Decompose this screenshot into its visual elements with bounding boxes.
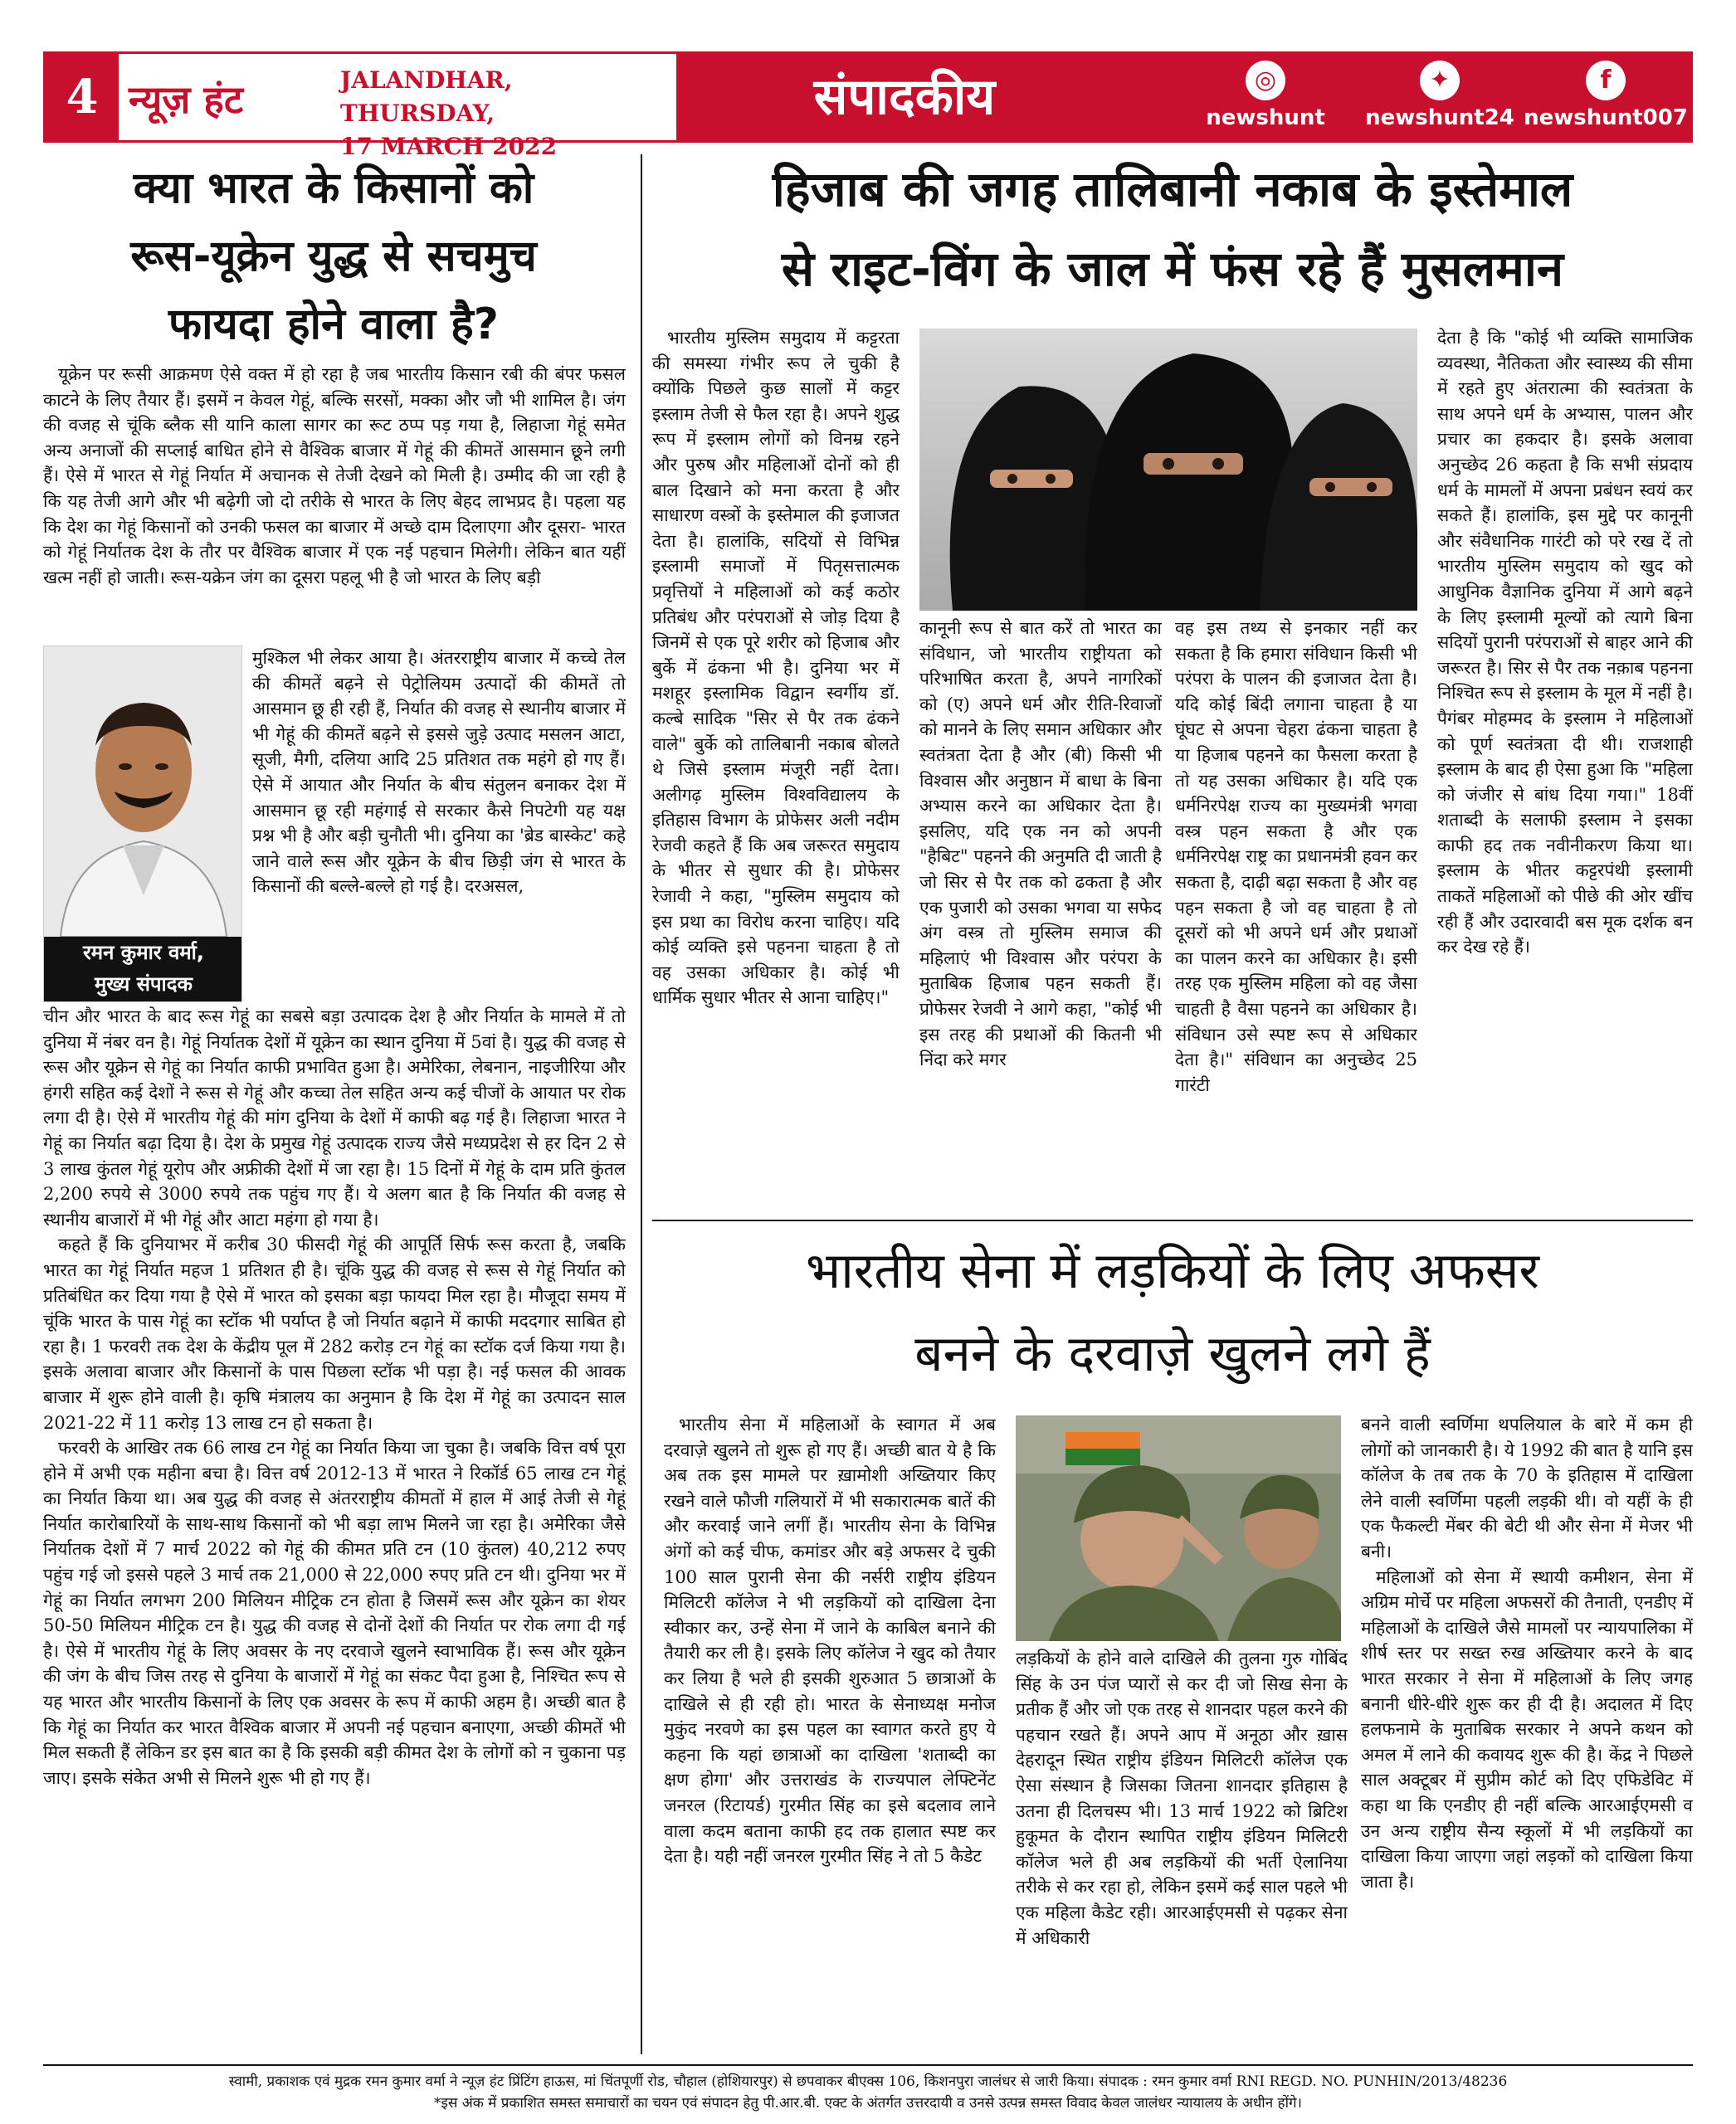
article2-column-2 [919,616,1162,1213]
author-name: रमन कुमार वर्मा, [82,941,205,964]
article2-col3-text: वह इस तथ्य से इनकार नहीं कर सकता है कि हमारा संविधान किसी भी परंपरा के पालन की इजाजत देता है। यदि कोई बिंदी लगाना चाहता है या घूंघट से अपना चेहरा ढंकना चाहता है या हिजाब पहनने का फैसला करता है तो यह उसका अधिकार है। यदि एक धर्मनिरपेक्ष राज्य का मुख्यमंत्री भगवा वस्त्र पहन सकता है और एक धर्मनिरपेक्ष राष्ट्र का प्रधानमंत्री हवन कर सकता है, दाढ़ी बढ़ा सकता है और वह पहन सकता है जो वह चाहता है तो दूसरों को भी अपने धर्म और प्रथाओं का पालन करने का अधिकार है। इसी तरह एक मुस्लिम महिला को वह जैसा चाहती है वैसा पहनने का अधिकार है। संविधान उसे स्पष्ट रूप से अधिकार देता है।" संविधान का अनुच्छेद 25 गारंटी [1175,618,1417,1095]
dateline-city-day: JALANDHAR, THURSDAY, [340,66,513,127]
niqab-women-image [919,329,1417,611]
article3-column-2 [1016,1646,1348,2059]
article3-col2-text: लड़कियों के होने वाले दाखिले की तुलना गुरु गोबिंद सिंह के उन पंज प्यारों से कर दी जो सिख सेना के प्रतीक हैं और जो एक तरह से शानदार पहल करने की पहचान रखते हैं। अपने आप में अनूठा और ख़ास देहरादून स्थित राष्ट्रीय इंडियन मिलिटरी कॉलेज एक ऐसा संस्थान है जिसका जितना शानदार इतिहास है उतना ही दिलचस्प भी। 13 मार्च 1922 को ब्रिटिश हुकूमत के दौरान स्थापित राष्ट्रीय इंडियन मिलिटरी कॉलेज भले ही अब लड़कियों की भर्ती ऐलानिया तरीके से कर रहा हो, लेकिन इसमें कई साल पहले भी एक महिला कैडेट रही। आरआईएमसी से पढ़कर सेना में अधिकारी [1016,1649,1348,1948]
article2-col1-text: भारतीय मुस्लिम समुदाय में कट्टरता की समस्या गंभीर रूप ले चुकी है क्योंकि पिछले कुछ सालों में कट्टर इस्लाम तेजी से फैल रहा है। अपने शुद्ध रूप में इस्लाम लोगों को विनम्र रहने और पुरुष और महिलाओं दोनों को ही बाल दिखाने को मना करता है और साधारण वस्त्रों के इस्तेमाल की इजाजत देता है। हालांकि, सदियों से विभिन्न इस्लामी समाजों में पितृसत्तात्मक प्रवृत्तियों ने महिलाओं को कई कठोर प्रतिबंध और परंपराओं से जोड़ दिया है जिनमें से एक पूरे शरीर को हिजाब और बुर्के में ढंकना भी है। दुनिया भर में मशहूर इस्लामिक विद्वान स्वर्गीय डॉ. कल्बे सादिक "सिर से पैर तक ढंकने वाले" बुर्के को तालिबानी नकाब बोलते थे जिसे इस्लाम मंजूरी नहीं देता। अलीगढ़ मुस्लिम विश्वविद्यालय के इतिहास विभाग के प्रोफेसर अली नदीम रेजवी कहते हैं कि अब जरूरत समुदाय के भीतर से सुधार की है। प्रोफेसर रेजावी ने कहा, "मुस्लिम समुदाय को इस प्रथा का विरोध करना चाहिए। यदि कोई व्यक्ति इसे पहनना चाहता है तो वह उसका अधिकार है। कोई भी धार्मिक सुधार भीतर से आना चाहिए।" [652,328,900,1008]
author-photo [43,645,242,1002]
headline-line: रूस-यूक्रेन युद्ध से सचमुच [130,231,537,281]
column-divider [641,154,642,2054]
article3-column-1 [664,1412,996,2059]
headline-line: भारतीय सेना में लड़कियों के लिए अफसर [806,1242,1539,1300]
article2-column-3 [1175,616,1417,1213]
article2-col2-text: कानूनी रूप से बात करें तो भारत का संविधान, जो भारतीय राष्ट्रीयता को परिभाषित करता है, अपने नागरिकों को (ए) अपने धर्म और रीति-रिवाजों को मानने के लिए समान अधिकार और स्वतंत्रता देता है और (बी) किसी भी विश्वास और अनुष्ठान में बाधा के बिना अभ्यास करने का अधिकार देता है। इसलिए, यदि एक नन को अपनी "हैबिट" पहनने की अनुमति दी जाती है जो सिर से पैर तक को ढकता है और एक पुजारी को उसका भगवा या सफेद अंग वस्त्र तो मुस्लिम समाज की महिलाएं भी विश्वास और परंपरा के मुताबिक हिजाब पहन सकती हैं। प्रोफेसर रेजवी ने आगे कहा, "कोई भी इस तरह की प्रथाओं की कितनी भी निंदा करे मगर [919,618,1162,1070]
facebook-handle: newshunt007 [1524,105,1688,130]
article1-intro [43,362,626,641]
instagram-handle: newshunt [1206,105,1325,130]
page-number: 4 [46,54,119,140]
headline-line: बनने के दरवाज़े खुलने लगे हैं [914,1325,1431,1383]
social-facebook[interactable] [1498,61,1714,135]
headline-line: फायदा होने वाला है? [168,300,499,349]
article3-col3-text: महिलाओं को सेना में स्थायी कमीशन, सेना में अग्रिम मोर्चे पर महिला अफसरों की तैनाती, एनडीए में महिलाओं के दाखिले जैसे मामलों पर न्यायपालिका में शीर्ष स्तर पर सख्त रुख अख्तियार करने के बाद भारत सरकार ने सेना में महिलाओं के लिए जगह बनानी धीरे-धीरे शुरू कर ही दी है। अदालत में दिए हलफनामे के मुताबिक सरकार ने अपने कथन को अमल में लाने की कवायद शुरू की है। केंद्र ने पिछले साल अक्टूबर में सुप्रीम कोर्ट को दिए एफिडेविट में कहा था कि एनडीए ही नहीं बल्कि आरआईएमसी व उन अन्य राष्ट्रीय सैन्य स्कूलों में भी लड़कियों का दाखिला किया जाएगा जहां लड़कों को दाखिला किया जाता है। [1361,1566,1693,1892]
article2-col4-text: देता है कि "कोई भी व्यक्ति सामाजिक व्यवस्था, नैतिकता और स्वास्थ्य की सीमा में रहते हुए अंतरात्मा की स्वतंत्रता के साथ अपने धर्म के अभ्यास, पालन और प्रचार का हकदार है। इसके अलावा अनुच्छेद 26 कहता है कि सभी संप्रदाय धर्म के मामलों में अपना प्रबंधन स्वयं कर सकते हैं। हालांकि, इस मुद्दे पर कानूनी और संवैधानिक गारंटी को परे रख दें तो भारतीय मुस्लिम समुदाय को खुद को आधुनिक वैज्ञानिक दुनिया में आगे बढ़ने के लिए इस्लामी मूल्यों को त्यागे बिना सदियों पुरानी परंपराओं से बाहर आने की जरूरत है। सिर से पैर तक नक़ाब पहनना निश्चित रूप से इस्लाम के मूल में नहीं है। पैगंबर मोहम्मद के इस्लाम ने महिलाओं को पूर्ण स्वतंत्रता दी थी। राजशाही इस्लाम के बाद ही ऐसा हुआ कि "महिला को जंजीर से बांध दिया गया।" 18वीं शताब्दी के सलाफी इस्लाम ने इसका काफी हद तक नवीनीकरण किया था। इस्लाम के भीतर कट्टरपंथी इस्लामी ताकतें महिलाओं को पीछे की ओर खींच रही हैं और उदारवादी बस मूक दर्शक बन कर देख रहे हैं। [1437,328,1693,957]
dateline-date: 17 MARCH 2022 [340,133,558,160]
section-band [676,54,1690,140]
article1-body [43,1004,626,2058]
article3-column-3 [1361,1412,1693,2059]
article3-headline [652,1230,1693,1404]
author-title: मुख्य संपादक [95,972,193,996]
headline-line: से राइट-विंग के जाल में फंस रहे हैं मुसलमान [781,241,1564,297]
imprint-footer [43,2064,1693,2114]
headline-line: क्या भारत के किसानों को [133,163,534,213]
newspaper-logo: न्यूज़ हंट [129,77,244,122]
section-divider [652,1220,1693,1221]
article1-wrap [252,645,626,1002]
article2-headline [652,149,1693,315]
article3-col1-text: भारतीय सेना में महिलाओं के स्वागत में अब दरवाज़े खुलने तो शुरू हो गए हैं। अच्छी बात ये है कि अब तक इस मामले पर ख़ामोशी अख्तियार किए रखने वाले फौजी गलियारों में भी सकारात्मक बातें की और करवाई जाने लगीं हैं। भारतीय सेना के विभिन्न अंगों को कई चीफ, कमांडर और बड़े अफसर दे चुकी 100 साल पुरानी सेना की नर्सरी राष्ट्रीय इंडियन मिलिटरी कॉलेज ने भी लड़कियों को दाखिला देना स्वीकार कर, उन्हें सेना में जाने के काबिल बनाने की तैयारी कर ली है। इसके लिए कॉलेज ने खुद को तैयार कर लिया है भले ही इसकी शुरुआत 5 छात्राओं के दाखिले से ही रही हो। भारत के सेनाध्यक्ष मनोज मुकुंद नरवणे का इस पहल का स्वागत करते हुए ये कहना कि यहां छात्राओं का दाखिला 'शताब्दी का क्षण होगा' और उत्तराखंड के राज्यपाल लेफ्टिनेंट जनरल (रिटायर्ड) गुरमीत सिंह का इसे बदलाव लाने वाला कदम बताना काफी हद तक हालात स्पष्ट कर देता है। यही नहीं जनरल गुरमीत सिंह ने तो 5 कैडेट [664,1415,996,1867]
author-caption [44,937,242,1002]
masthead [43,51,1693,160]
author-portrait-icon [44,646,242,937]
article1-wrap-text: मुश्किल भी लेकर आया है। अंतरराष्ट्रीय बाजार में कच्चे तेल की कीमतें बढ़ने से पेट्रोलियम उत्पादों की कीमतें तो आसमान छू ही रही हैं, निर्यात की वजह से स्थानीय बाजार में भी गेहूं की कीमतें बढ़ने से इससे जुड़े उत्पाद मसलन आटा, सूजी, मैगी, दलिया आदि 25 प्रतिशत तक महंगे हो गए हैं। ऐसे में आयात और निर्यात के बीच संतुलन बनाकर देश में आसमान छू रही महंगाई से सरकार कैसे निपटेगी यह यक्ष प्रश्न भी है और बड़ी चुनौती भी। दुनिया का 'ब्रेड बास्केट' कहे जाने वाले रूस और यूक्रेन के बीच छिड़ी जंग से भारत के किसानों की बल्ले-बल्ले हो गई है। दरअसल, [252,648,626,897]
section-title: संपादकीय [813,68,996,126]
article2-column-4 [1437,325,1693,1213]
article1-paragraph: चीन और भारत के बाद रूस गेहूं का सबसे बड़ा उत्पादक देश है और निर्यात के मामले में तो दुनिया में नंबर वन है। गेहूं निर्यातक देशों में यूक्रेन का स्थान दुनिया में 5वां है। युद्ध की वजह से रूस और यूक्रेन से गेहूं का निर्यात काफी प्रभावित हुआ है। अमेरिका, लेबनान, नाइजीरिया और हंगरी सहित कई देशों ने रूस से गेहूं और कच्चा तेल सहित अन्य कई चीजों के आयात पर रोक लगा दी है। ऐसे में भारतीय गेहूं की मांग दुनिया के देशों में काफी बढ़ गई है। लिहाजा भारत ने गेहूं का निर्यात बढ़ा दिया है। देश के प्रमुख गेहूं उत्पादक राज्य जैसे मध्यप्रदेश से हर दिन 2 से 3 लाख कुंतल गेहूं यूरोप और अफ्रीकी देशों में जा रहा है। 15 दिनों में गेहूं के दाम प्रति कुंतल 2,200 रुपये से 3000 रुपये तक पहुंच गए हैं। ये अलग बात है कि निर्यात की वजह से स्थानीय बाजारों में भी गेहूं और आटा महंगा हो गया है। [43,1006,626,1230]
jurisdiction-note: *इस अंक में प्रकाशित समस्त समाचारों का चयन एवं संपादन हेतु पी.आर.बी. एक्ट के अंतर्गत उत्तरदायी व उनसे उत्पन्न समस्त विवाद केवल जालंधर न्यायालय के अधीन होंगे। [433,2095,1302,2112]
twitter-icon: ✦ [1420,61,1460,100]
imprint-line: स्वामी, प्रकाशक एवं मुद्रक रमन कुमार वर्मा ने न्यूज़ हंट प्रिंटिंग हाऊस, मां चिंतपूर्णी रोड, चौहाल (होशियारपुर) से छपवाकर बीएक्स 106, किशनपुरा जालंधर से जारी किया। संपादक : रमन कुमार वर्मा RNI REGD. NO. PUNHIN/2013/48236 [228,2073,1508,2090]
article3-col3-text: बनने वाली स्वर्णिमा थपलियाल के बारे में कम ही लोगों को जानकारी है। ये 1992 की बात है यानि इस कॉलेज के तब तक के 70 के इतिहास में दाखिला लेने वाली स्वर्णिमा पहली लड़की थी। वो यहीं के ही एक फैकल्टी मेंबर की बेटी थी और सेना में मेजर भी बनी। [1361,1415,1693,1561]
hijab-photo [919,329,1417,611]
army-photo [1016,1415,1341,1641]
instagram-icon: ◎ [1246,61,1285,100]
article1-intro-text: यूक्रेन पर रूसी आक्रमण ऐसे वक्त में हो रहा है जब भारतीय किसान रबी की बंपर फसल काटने के लिए तैयार हैं। इसमें न केवल गेहूं, बल्कि सरसों, मक्का और जौ भी शामिल है। जंग की वजह से चूंकि ब्लैक सी यानि काला सागर का रूट ठप्प पड़ गया है, लिहाजा गेहूं समेत अन्य अनाजों की सप्लाई बाधित होने से वैश्विक बाजार में गेहूं की कीमतें आसमान छूने लगी हैं। ऐसे में भारत से गेहूं निर्यात में अचानक से तेजी देखने को मिली है। उम्मीद की जा रही है कि यह तेजी आगे और भी बढ़ेगी जो दो तरीके से भारत के लिए बेहद लाभप्रद है। पहला यह कि देश का गेहूं किसानों को उनकी फसल का बाजार में अच्छे दाम दिलाएगा और दूसरा- भारत को गेहूं निर्यातक देश के तौर पर वैश्विक बाजार में एक नई पहचान मिलेगी। लेकिन बात यहीं खत्म नहीं हो जाती। रूस-यक्रेन जंग का दूसरा पहलू भी है जो भारत के लिए बड़ी [43,364,626,587]
dateline [340,64,656,160]
article2-column-1 [652,325,900,1213]
women-cadets-salute-image [1016,1415,1341,1641]
article1-headline [43,154,624,362]
facebook-icon: f [1586,61,1626,100]
article1-paragraph: कहते हैं कि दुनियाभर में करीब 30 फीसदी गेहूं की आपूर्ति सिर्फ रूस करता है, जबकि भारत का गेहूं निर्यात महज 1 प्रतिशत ही है। चूंकि युद्ध की वजह से रूस से गेहूं निर्यात को प्रतिबंधित कर दिया गया है ऐसे में भारत को इसका बड़ा फायदा मिल रहा है। मौजूदा समय में चूंकि भारत के पास गेहूं का स्टॉक भी पर्याप्त है जो निर्यात बढ़ाने में काफी मददगार साबित हो रहा है। 1 फरवरी तक देश के केंद्रीय पूल में 282 करोड़ टन गेहूं का स्टॉक दर्ज किया गया है। इसके अलावा बाजार और किसानों के पास पिछला स्टॉक भी पड़ा है। नई फसल की आवक बाजार में शुरू होने वाली है। कृषि मंत्रालय का अनुमान है कि देश में गेहूं का उत्पादन साल 2021-22 में 11 करोड़ 13 लाख टन हो सकता है। [43,1235,626,1433]
twitter-handle: newshunt24 [1365,105,1514,130]
headline-line: हिजाब की जगह तालिबानी नकाब के इस्तेमाल [772,161,1573,217]
article1-paragraph: फरवरी के आखिर तक 66 लाख टन गेहूं का निर्यात किया जा चुका है। जबकि वित्त वर्ष पूरा होने में अभी एक महीना बचा है। वित्त वर्ष 2012-13 में भारत ने रिकॉर्ड 65 लाख टन गेहूं का निर्यात किया था। अब युद्ध की वजह से अंतरराष्ट्रीय कीमतों में हाल में आई तेजी से गेहूं निर्यात कारोबारियों के साथ-साथ किसानों को भी बड़ा लाभ मिलने जा रहा है। अमेरिका जैसे निर्यातक देशों में 7 मार्च 2022 को गेहूं की कीमत प्रति टन (10 कुंतल) 40,212 रुपए पहुंच गई जो इससे पहले 3 मार्च तक 21,000 से 22,000 रुपए प्रति टन थी। दुनिया भर में गेहूं का निर्यात लगभग 200 मिलियन मीट्रिक टन होता है जिसमें रूस और यूक्रेन का शेयर 50-50 मिलियन मीट्रिक टन है। युद्ध की वजह से दोनों देशों की निर्यात पर रोक लगा दी गई है। ऐसे में भारतीय गेहूं के लिए अवसर के नए दरवाजे खुलने स्वाभाविक हैं। रूस और यूक्रेन की जंग के बीच जिस तरह से दुनिया के बाजारों में गेहूं का संकट पैदा हुआ है, निश्चित रूप से यह भारत और भारतीय किसानों के लिए एक अवसर के रूप में काफी अहम है। अच्छी बात है कि गेहूं का निर्यात कर भारत वैश्विक बाजार में अपनी नई पहचान बनाएगा, अच्छी कीमतें भी मिल सकती हैं लेकिन डर इस बात का है कि इसकी बड़ी कीमत देश के लोगों को न चुकाना पड़ जाए। इसके संकेत अभी से मिलने शुरू भी हो गए हैं। [43,1438,626,1788]
